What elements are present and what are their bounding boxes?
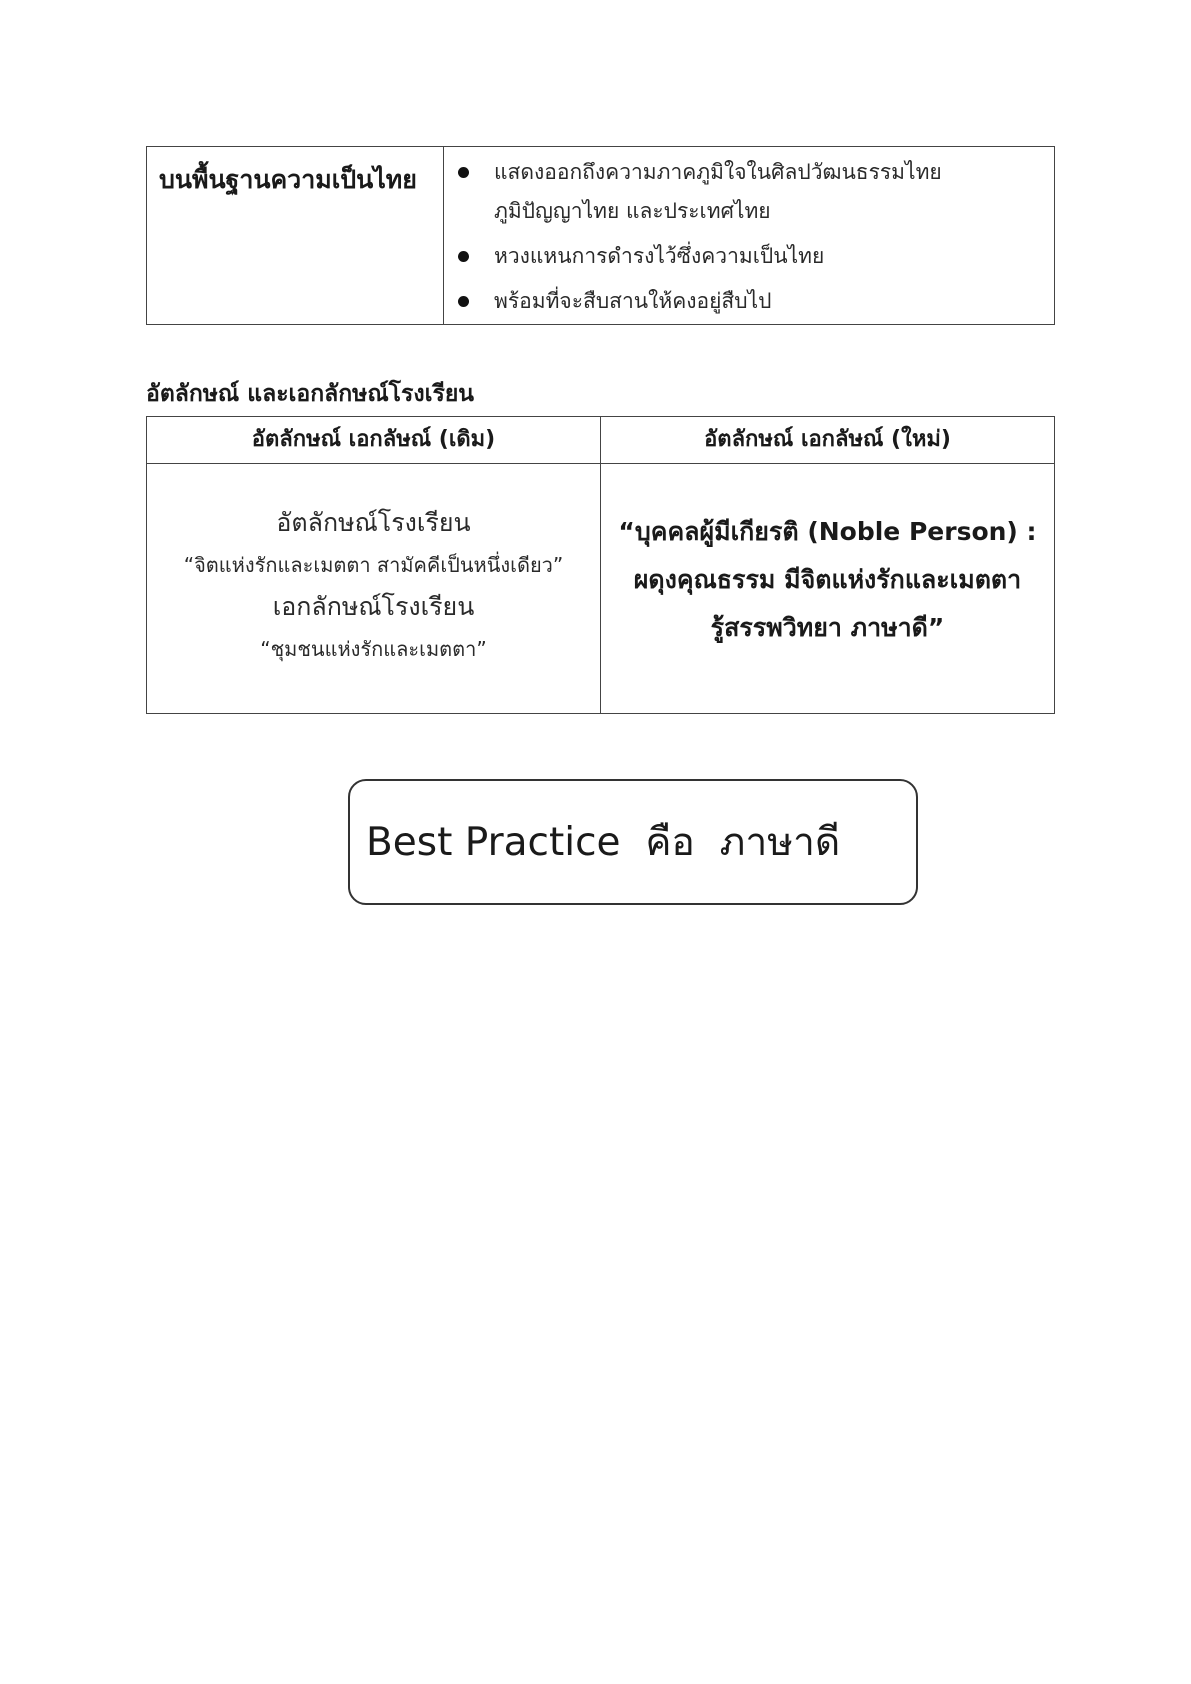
table-header-row	[147, 417, 1054, 464]
new-identity-cell	[601, 464, 1054, 713]
new-identity-line: “บุคคลผู้มีเกียรติ (Noble Person) :	[618, 517, 1037, 546]
new-identity-line: รู้สรรพวิทยา ภาษาดี”	[710, 613, 945, 642]
bullet-item	[454, 153, 1014, 231]
bullet-item	[454, 237, 1044, 276]
table-body-row	[147, 464, 1054, 713]
bullet-text: พร้อมที่จะสืบสานให้คงอยู่สืบไป	[494, 289, 772, 313]
bullet-dot-icon	[458, 167, 469, 178]
thai-identity-label: บนพื้นฐานความเป็นไทย	[147, 147, 444, 324]
header-old: อัตลักษณ์ เอกลัษณ์ (เดิม)	[147, 417, 601, 463]
bullet-dot-icon	[458, 296, 469, 307]
identity-comparison-table	[146, 416, 1055, 714]
bullet-text: หวงแหนการดำรงไว้ซึ่งความเป็นไทย	[494, 244, 825, 268]
best-practice-box	[348, 779, 918, 905]
old-identity-text: “จิตแห่งรักและเมตตา สามัคคีเป็นหนึ่งเดียว”	[183, 553, 564, 577]
thai-identity-table	[146, 146, 1055, 325]
bullet-text: แสดงออกถึงความภาคภูมิใจในศิลปวัฒนธรรมไทย ภูมิปัญญาไทย และประเทศไทย	[494, 160, 942, 223]
thai-identity-bullets	[444, 147, 1054, 324]
old-identity-cell	[147, 464, 601, 713]
old-unique-text: “ชุมชนแห่งรักและเมตตา”	[260, 637, 487, 661]
best-practice-text: Best Practice คือ ภาษาดี	[366, 820, 841, 865]
section-heading: อัตลักษณ์ และเอกลักษณ์โรงเรียน	[146, 381, 475, 407]
old-unique-title: เอกลักษณ์โรงเรียน	[272, 592, 475, 621]
new-identity-line: ผดุงคุณธรรม มีจิตแห่งรักและเมตตา	[633, 565, 1022, 594]
bullet-dot-icon	[458, 251, 469, 262]
bullet-item	[454, 282, 1044, 321]
old-identity-title: อัตลักษณ์โรงเรียน	[276, 508, 471, 537]
header-new: อัตลักษณ์ เอกลัษณ์ (ใหม่)	[704, 427, 951, 452]
